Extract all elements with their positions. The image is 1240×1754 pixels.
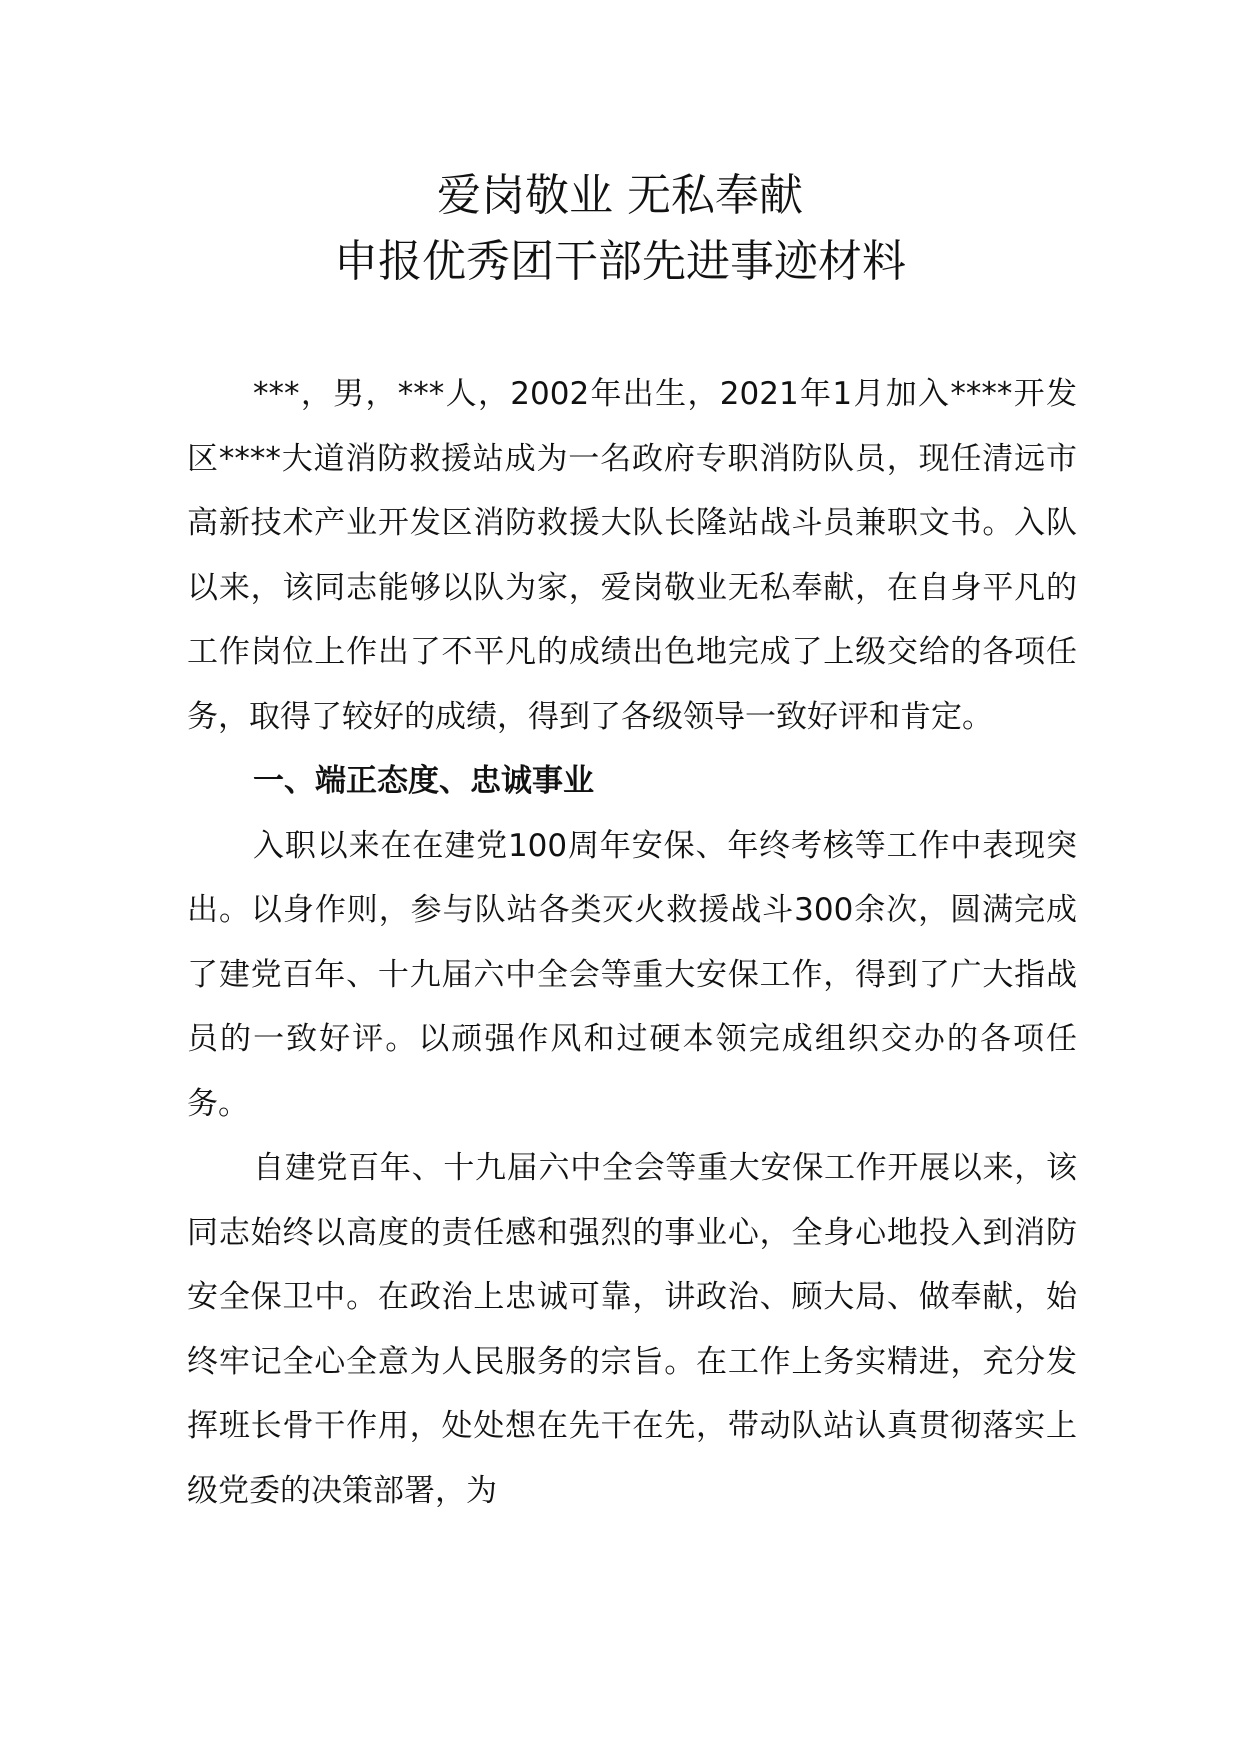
- section-heading: 一、端正态度、忠诚事业: [253, 763, 594, 799]
- document-title-line-1: 爱岗敬业 无私奉献: [437, 170, 803, 221]
- document-body: [187, 362, 1077, 1523]
- document-title-line-2: 申报优秀团干部先进事迹材料: [334, 236, 906, 287]
- intro-paragraph: ***，男，***人，2002年出生，2021年1月加入****开发区****大道消防救援站成为一名政府专职消防队员，现任清远市高新技术产业开发区消防救援大队长隆站战斗员兼职文书。入队以来，该同志能够以队为家，爱岗敬业无私奉献，在自身平凡的工作岗位上作出了不平凡的成绩出色地完成了上级交给的各项任务，取得了较好的成绩，得到了各级领导一致好评和肯定。: [187, 376, 1077, 735]
- body-paragraph: 入职以来在在建党100周年安保、年终考核等工作中表现突出。以身作则，参与队站各类灭火救援战斗300余次，圆满完成了建党百年、十九届六中全会等重大安保工作，得到了广大指战员的一致好评。以顽强作风和过硬本领完成组织交办的各项任务。: [187, 827, 1077, 1122]
- body-paragraph: 自建党百年、十九届六中全会等重大安保工作开展以来，该同志始终以高度的责任感和强烈的事业心，全身心地投入到消防安全保卫中。在政治上忠诚可靠，讲政治、顾大局、做奉献，始终牢记全心全意为人民服务的宗旨。在工作上务实精进，充分发挥班长骨干作用，处处想在先干在先，带动队站认真贯彻落实上级党委的决策部署，为: [187, 1150, 1077, 1509]
